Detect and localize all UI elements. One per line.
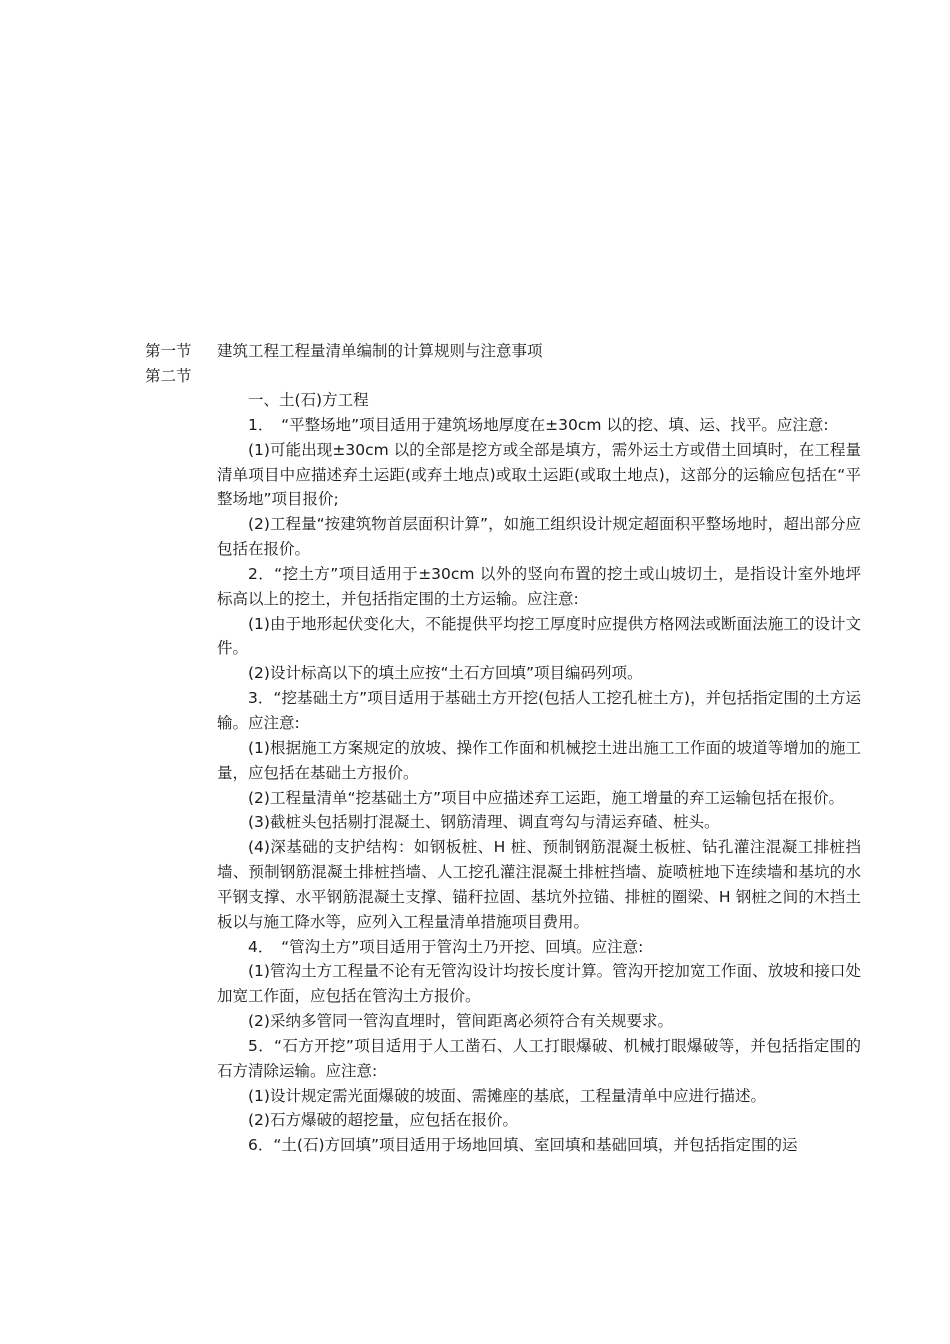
paragraph: (2)工程量“按建筑物首层面积计算”，如施工组织设计规定超面积平整场地时，超出部分应包括在报价。 [217,515,861,559]
paragraph: (1)可能出现±30cm 以的全部是挖方或全部是填方，需外运土方或借土回填时，在工程量清单项目中应描述弃土运距(或弃土地点)或取土运距(或取土地点)，这部分的运输应包括在“平整场地”项目报价; [217,440,861,509]
paragraph: 1． “平整场地”项目适用于建筑场地厚度在±30cm 以的挖、填、运、找平。应注意: [248,415,829,434]
section-heading-2 [145,364,217,389]
section-number: 第二节 [145,367,192,385]
paragraph: (2)采纳多管同一管沟直埋时，管间距离必须符合有关规要求。 [248,1012,673,1031]
paragraph: (1)设计规定需光面爆破的坡面、需摊座的基底，工程量清单中应进行描述。 [248,1086,766,1105]
paragraph: 4． “管沟土方”项目适用于管沟土乃开挖、回填。应注意: [248,937,644,956]
paragraph: (2)石方爆破的超挖量，应包括在报价。 [248,1111,518,1130]
section-number: 第一节 [145,342,192,360]
paragraph: (1)管沟土方工程量不论有无管沟设计均按长度计算。管沟开挖加宽工作面、放坡和接口处加宽工作面，应包括在管沟土方报价。 [217,962,861,1006]
paragraph: (3)截桩头包括剔打混凝土、钢筋清理、调直弯勾与清运弃碴、桩头。 [248,813,720,832]
paragraph: 2．“挖土方”项目适用于±30cm 以外的竖向布置的挖土或山坡切土，是指设计室外地坪标高以上的挖土，并包括指定围的土方运输。应注意: [217,564,861,608]
paragraph: (1)由于地形起伏变化大，不能提供平均挖工厚度时应提供方格网法或断面法施工的设计文件。 [217,614,861,658]
paragraph: 3．“挖基础土方”项目适用于基础土方开挖(包括人工挖孔桩土方)，并包括指定围的土方运输。应注意: [217,689,861,732]
section-heading-1 [145,339,543,364]
paragraph: (2)工程量清单“挖基础土方”项目中应描述弃工运距，施工增量的弃工运输包括在报价。 [248,788,845,807]
section-title: 建筑工程工程量清单编制的计算规则与注意事项 [217,342,543,360]
paragraph: (1)根据施工方案规定的放坡、操作工作面和机械挖土进出施工工作面的坡道等增加的施工量，应包括在基础土方报价。 [217,738,861,782]
paragraph: 6．“土(石)方回填”项目适用于场地回填、室回填和基础回填，并包括指定围的运 [248,1136,798,1155]
paragraph: (2)设计标高以下的填土应按“土石方回填”项目编码列项。 [248,664,643,683]
paragraph: (4)深基础的支护结构：如钢板桩、H 桩、预制钢筋混凝土板桩、钻孔灌注混凝工排桩挡墙、预制钢筋混凝土排桩挡墙、人工挖孔灌注混凝土排桩挡墙、旋喷桩地下连续墙和基坑的水平钢支撑、水平钢筋混凝土支撑、锚秆拉固、基坑外拉锚、排桩的圈梁、H 钢桩之间的木挡土板以与施工降水等，应列入工程量清单措施项目费用。 [217,838,861,931]
paragraph: 5．“石方开挖”项目适用于人工凿石、人工打眼爆破、机械打眼爆破等，并包括指定围的石方清除运输。应注意: [217,1036,861,1080]
body-text [217,388,861,1158]
subsection-title: 一、土(石)方工程 [248,391,369,409]
